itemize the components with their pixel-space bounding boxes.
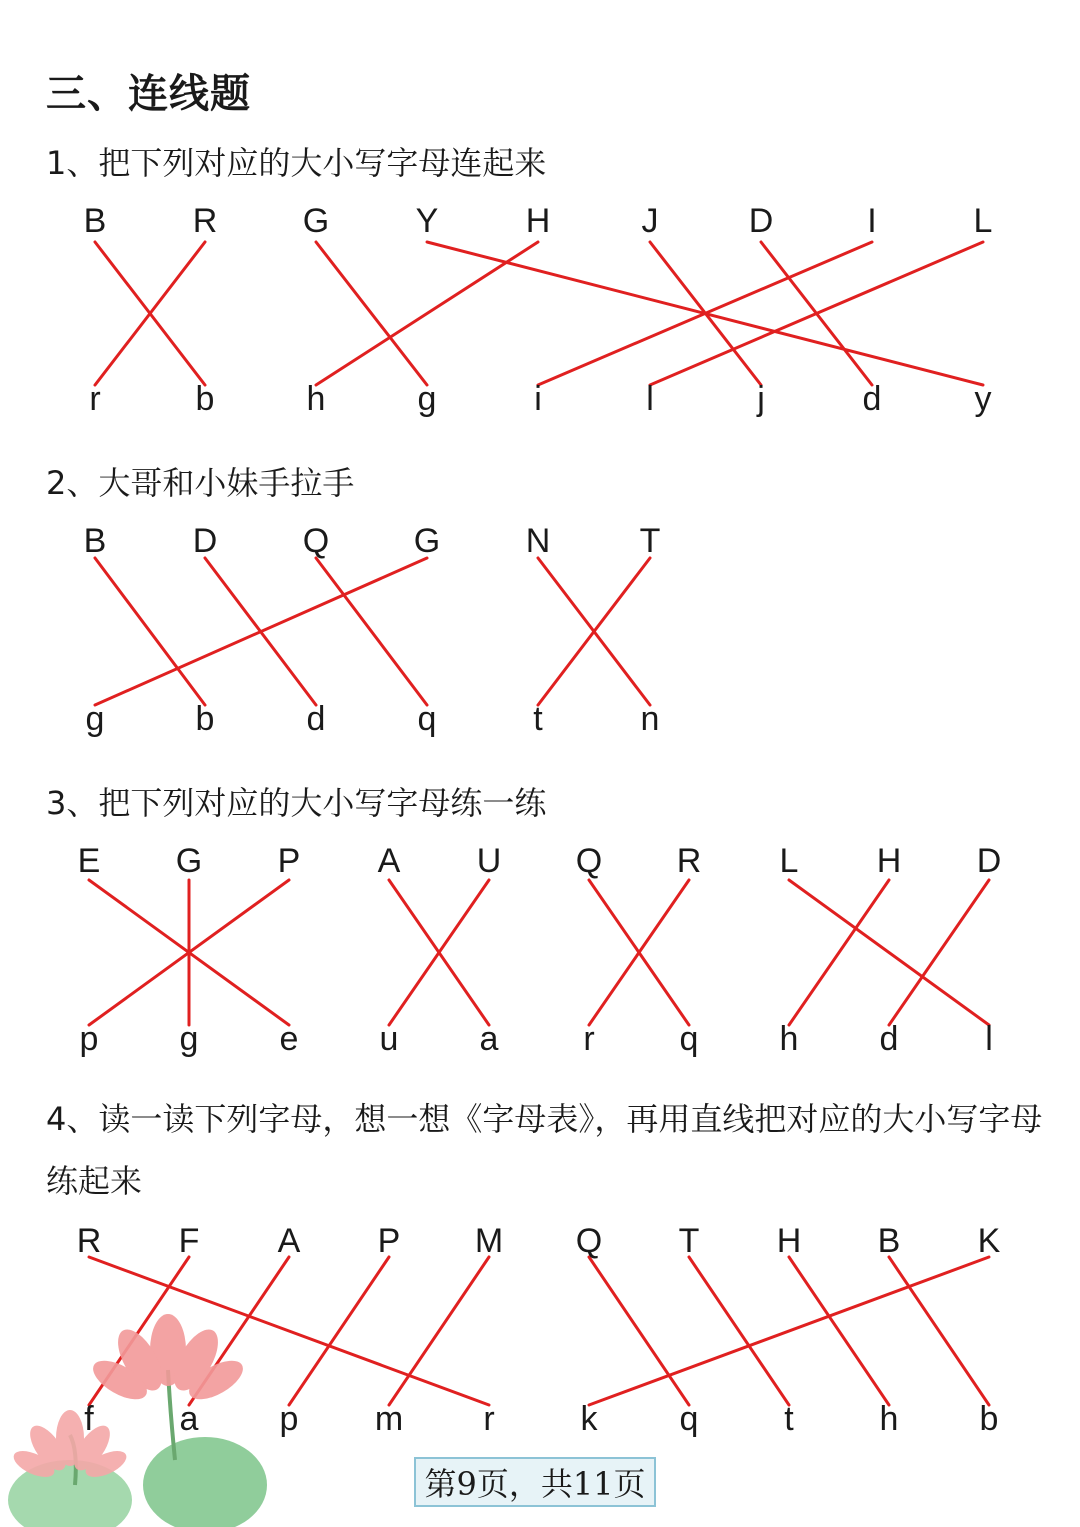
q3-lowercase-p: p <box>79 1020 99 1058</box>
q1-uppercase-I: I <box>867 202 877 240</box>
q1-match-line-G <box>316 242 427 385</box>
q1-uppercase-D: D <box>748 202 774 240</box>
q1-uppercase-Y: Y <box>415 202 439 240</box>
q2-lowercase-b: b <box>195 700 215 738</box>
q1-match-line-I <box>538 242 872 385</box>
q1-lowercase-b: b <box>195 380 215 418</box>
q3-uppercase-H: H <box>876 842 902 880</box>
q4-match-line-M <box>389 1257 489 1405</box>
q2-uppercase-N: N <box>525 522 551 560</box>
q4-lowercase-t: t <box>784 1400 794 1438</box>
q3-uppercase-G: G <box>175 842 203 880</box>
q2-lowercase-g: g <box>85 700 105 738</box>
q3-lowercase-d: d <box>879 1020 899 1058</box>
q2-match-line-B <box>95 558 205 705</box>
q4-match-line-T <box>689 1257 789 1405</box>
q3-lowercase-e: e <box>279 1020 299 1058</box>
q2-uppercase-D: D <box>192 522 218 560</box>
q3-uppercase-P: P <box>277 842 301 880</box>
q4-uppercase-K: K <box>977 1222 1001 1260</box>
q3-match-line-D <box>889 880 989 1025</box>
q4-match-line-K <box>589 1257 989 1405</box>
q1-lowercase-y: y <box>974 380 992 418</box>
q1-match-line-H <box>316 242 538 385</box>
q4-match-line-H <box>789 1257 889 1405</box>
q2-lowercase-t: t <box>533 700 543 738</box>
q3-uppercase-E: E <box>77 842 101 880</box>
q4-uppercase-Q: Q <box>575 1222 603 1260</box>
q1-uppercase-G: G <box>302 202 330 240</box>
question-1-title: 1、把下列对应的大小写字母连起来 <box>46 144 547 182</box>
q3-lowercase-l: l <box>985 1020 993 1058</box>
q1-uppercase-R: R <box>192 202 218 240</box>
q3-lowercase-a: a <box>479 1020 499 1058</box>
q3-match-line-H <box>789 880 889 1025</box>
q4-uppercase-B: B <box>877 1222 901 1260</box>
q4-match-line-B <box>889 1257 989 1405</box>
q4-uppercase-F: F <box>178 1222 200 1260</box>
q2-lowercase-d: d <box>306 700 326 738</box>
q3-uppercase-A: A <box>377 842 401 880</box>
q2-uppercase-B: B <box>83 522 107 560</box>
q4-uppercase-H: H <box>776 1222 802 1260</box>
question-2-title: 2、大哥和小妹手拉手 <box>46 464 355 502</box>
q3-uppercase-D: D <box>976 842 1002 880</box>
q1-lowercase-r: r <box>89 380 101 418</box>
q1-lowercase-h: h <box>306 380 326 418</box>
q3-lowercase-h: h <box>779 1020 799 1058</box>
q1-uppercase-J: J <box>641 202 659 240</box>
q2-uppercase-G: G <box>413 522 441 560</box>
q4-uppercase-P: P <box>377 1222 401 1260</box>
q3-lowercase-u: u <box>379 1020 399 1058</box>
q1-lowercase-d: d <box>862 380 882 418</box>
q4-lowercase-h: h <box>879 1400 899 1438</box>
lotus-decoration <box>0 1310 290 1527</box>
q3-match-line-L <box>789 880 989 1025</box>
q1-uppercase-B: B <box>83 202 107 240</box>
q3-uppercase-Q: Q <box>575 842 603 880</box>
q2-uppercase-Q: Q <box>302 522 330 560</box>
q4-lowercase-m: m <box>374 1400 404 1438</box>
q3-uppercase-U: U <box>476 842 502 880</box>
q2-match-line-G <box>95 558 427 705</box>
section-title: 三、连线题 <box>46 71 251 117</box>
q1-lowercase-g: g <box>417 380 437 418</box>
question-3-title: 3、把下列对应的大小写字母练一练 <box>46 784 547 822</box>
q3-lowercase-q: q <box>679 1020 699 1058</box>
question-4-title: 4、读一读下列字母，想一想《字母表》，再用直线把对应的大小写字母练起来 <box>46 1100 1043 1200</box>
q4-lowercase-a: a <box>179 1400 199 1438</box>
q1-lowercase-j: j <box>757 380 765 418</box>
q1-uppercase-L: L <box>973 202 993 240</box>
q2-match-line-Q <box>316 558 427 705</box>
q4-uppercase-T: T <box>678 1222 700 1260</box>
q4-lowercase-p: p <box>279 1400 299 1438</box>
page-footer: 第9页，共11页 <box>414 1457 656 1507</box>
q4-lowercase-k: k <box>580 1400 598 1438</box>
q4-lowercase-b: b <box>979 1400 999 1438</box>
q3-lowercase-r: r <box>583 1020 595 1058</box>
q1-lowercase-i: i <box>534 380 542 418</box>
q4-lowercase-r: r <box>483 1400 495 1438</box>
q3-uppercase-R: R <box>676 842 702 880</box>
q4-lowercase-f: f <box>84 1400 94 1438</box>
q4-uppercase-M: M <box>474 1222 504 1260</box>
q3-uppercase-L: L <box>779 842 799 880</box>
q1-lowercase-l: l <box>646 380 654 418</box>
q1-uppercase-H: H <box>525 202 551 240</box>
q4-uppercase-R: R <box>76 1222 102 1260</box>
q4-match-line-P <box>289 1257 389 1405</box>
q4-uppercase-A: A <box>277 1222 301 1260</box>
q2-uppercase-T: T <box>639 522 661 560</box>
q4-match-line-Q <box>589 1257 689 1405</box>
q3-lowercase-g: g <box>179 1020 199 1058</box>
q2-lowercase-q: q <box>417 700 437 738</box>
q2-lowercase-n: n <box>640 700 660 738</box>
q4-lowercase-q: q <box>679 1400 699 1438</box>
